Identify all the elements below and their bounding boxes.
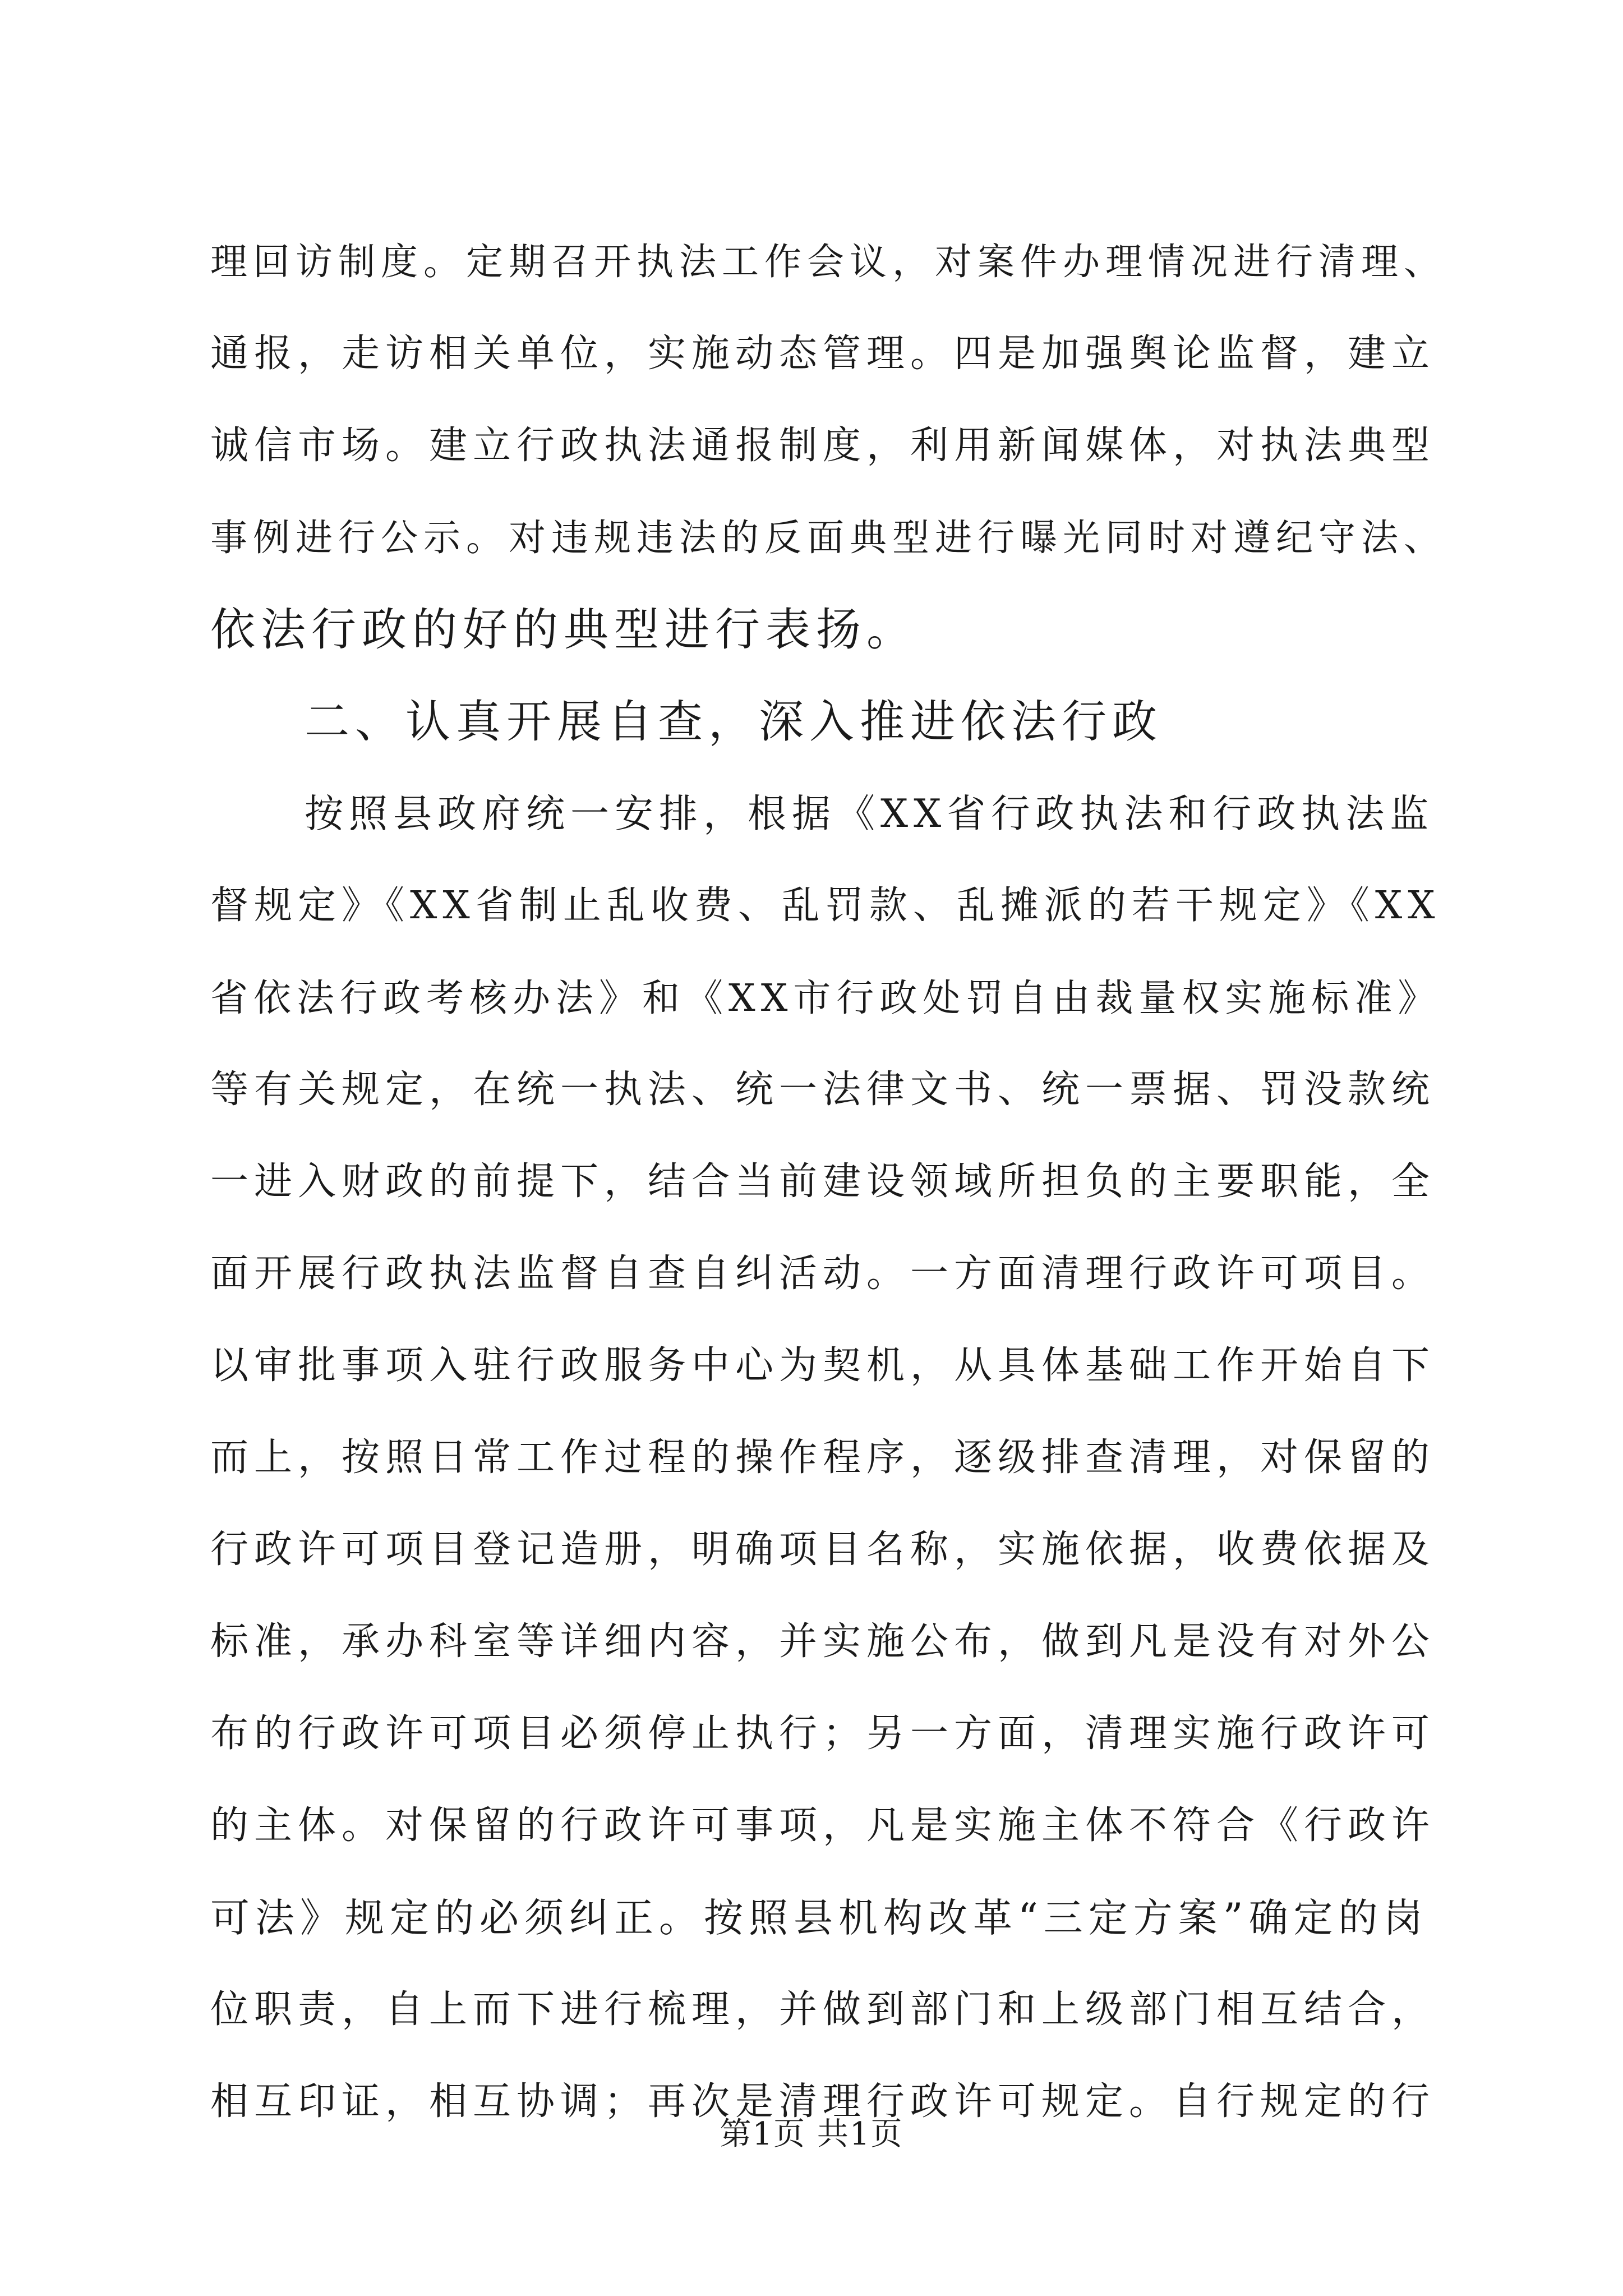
text-line: 面开展行政执法监督自查自纠活动。一方面清理行政许可项目。 [210, 1251, 1436, 1296]
body-text [210, 216, 1446, 2148]
section-heading: 二、认真开展自查，深入推进依法行政 [305, 696, 1163, 748]
text-line: 可法》规定的必须纠正。按照县机构改革“三定方案”确定的岗 [210, 1895, 1428, 1941]
text-line: 理回访制度。定期召开执法工作会议，对案件办理情况进行清理、 [210, 240, 1446, 283]
text-line: 相互印证，相互协调；再次是清理行政许可规定。自行规定的行 [210, 2079, 1436, 2124]
page-number-footer: 第1页 共1页 [720, 2116, 903, 2152]
text-line: 依法行政的好的典型进行表扬。 [210, 604, 917, 656]
text-line: 位职责，自上而下进行梳理，并做到部门和上级部门相互结合， [210, 1987, 1436, 2032]
text-line: 的主体。对保留的行政许可事项，凡是实施主体不符合《行政许 [210, 1803, 1436, 1848]
text-line: 等有关规定，在统一执法、统一法律文书、统一票据、罚没款统 [210, 1068, 1436, 1112]
text-line: 事例进行公示。对违规违法的反面典型进行曝光同时对遵纪守法、 [210, 516, 1446, 559]
text-line: 布的行政许可项目必须停止执行；另一方面，清理实施行政许可 [210, 1711, 1436, 1756]
text-line: 以审批事项入驻行政服务中心为契机，从具体基础工作开始自下 [210, 1343, 1436, 1388]
text-line: 督规定》《XX省制止乱收费、乱罚款、乱摊派的若干规定》《XX [210, 884, 1441, 928]
text-line: 省依法行政考核办法》和《XX市行政处罚自由裁量权实施标准》 [210, 976, 1441, 1020]
text-line: 标准，承办科室等详细内容，并实施公布，做到凡是没有对外公 [210, 1619, 1436, 1664]
text-line: 一进入财政的前提下，结合当前建设领域所担负的主要职能，全 [210, 1159, 1436, 1204]
text-line: 诚信市场。建立行政执法通报制度，利用新闻媒体，对执法典型 [210, 424, 1436, 468]
text-line: 按照县政府统一安排，根据《XX省行政执法和行政执法监 [305, 792, 1435, 836]
text-line: 行政许可项目登记造册，明确项目名称，实施依据，收费依据及 [210, 1527, 1436, 1572]
text-line: 通报，走访相关单位，实施动态管理。四是加强舆论监督，建立 [210, 332, 1436, 376]
text-line: 而上，按照日常工作过程的操作程序，逐级排查清理，对保留的 [210, 1435, 1436, 1480]
